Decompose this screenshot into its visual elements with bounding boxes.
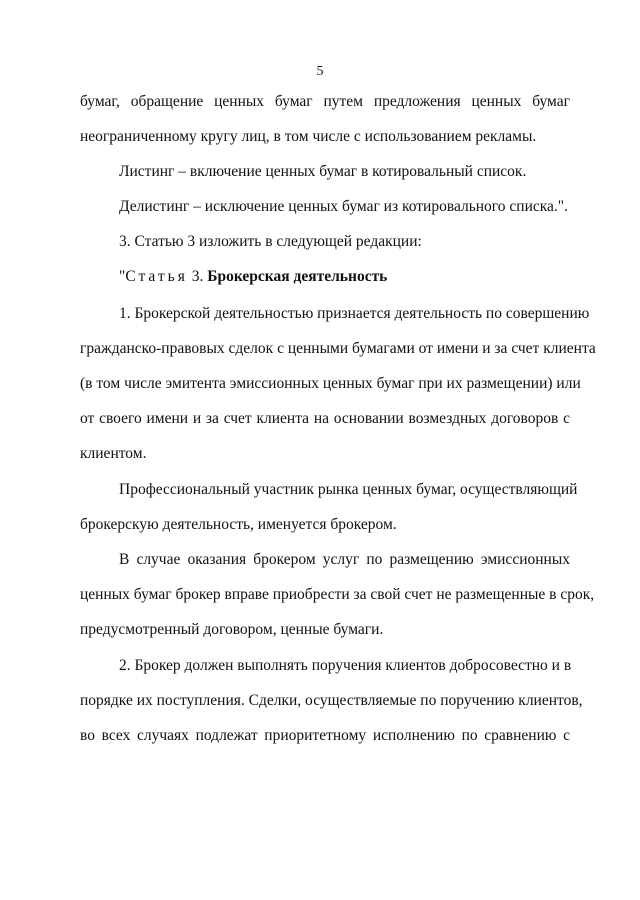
text-line: 3. Статью 3 изложить в следующей редакции:	[119, 233, 422, 250]
text-line: от своего имени и за счет клиента на основании возмездных договоров с	[80, 410, 570, 427]
text-line: (в том числе эмитента эмиссионных ценных бумаг при их размещении) или	[80, 375, 581, 392]
text-line: Профессиональный участник рынка ценных бумаг, осуществляющий	[119, 481, 578, 498]
text-line: во всех случаях подлежат приоритетному исполнению по сравнению с	[80, 727, 570, 744]
text-line: Делистинг – исключение ценных бумаг из котировального списка.".	[119, 198, 569, 215]
page-number: 5	[316, 64, 324, 79]
text-line: В случае оказания брокером услуг по размещению эмиссионных	[119, 551, 570, 568]
text-line: клиентом.	[80, 445, 147, 462]
text-line: бумаг, обращение ценных бумаг путем предложения ценных бумаг	[80, 93, 570, 110]
heading-quote: "	[119, 268, 126, 285]
heading-title: Брокерская деятельность	[207, 268, 388, 285]
text-line: предусмотренный договором, ценные бумаги.	[80, 621, 384, 638]
heading-number: 3.	[187, 268, 208, 285]
text-line: брокерскую деятельность, именуется брокером.	[80, 516, 397, 533]
article-heading	[119, 267, 570, 287]
text-line: Листинг – включение ценных бумаг в котировальный список.	[119, 163, 527, 180]
text-line: порядке их поступления. Сделки, осуществляемые по поручению клиентов,	[80, 692, 583, 709]
text-line: неограниченному кругу лиц, в том числе с использованием рекламы.	[80, 128, 537, 145]
text-line: 1. Брокерской деятельностью признается деятельность по совершению	[119, 305, 590, 322]
text-line: гражданско-правовых сделок с ценными бумагами от имени и за счет клиента	[80, 340, 596, 357]
heading-word: Статья	[125, 268, 188, 285]
text-line: 2. Брокер должен выполнять поручения клиентов добросовестно и в	[119, 657, 572, 674]
text-line: ценных бумаг брокер вправе приобрести за свой счет не размещенные в срок,	[80, 586, 595, 603]
